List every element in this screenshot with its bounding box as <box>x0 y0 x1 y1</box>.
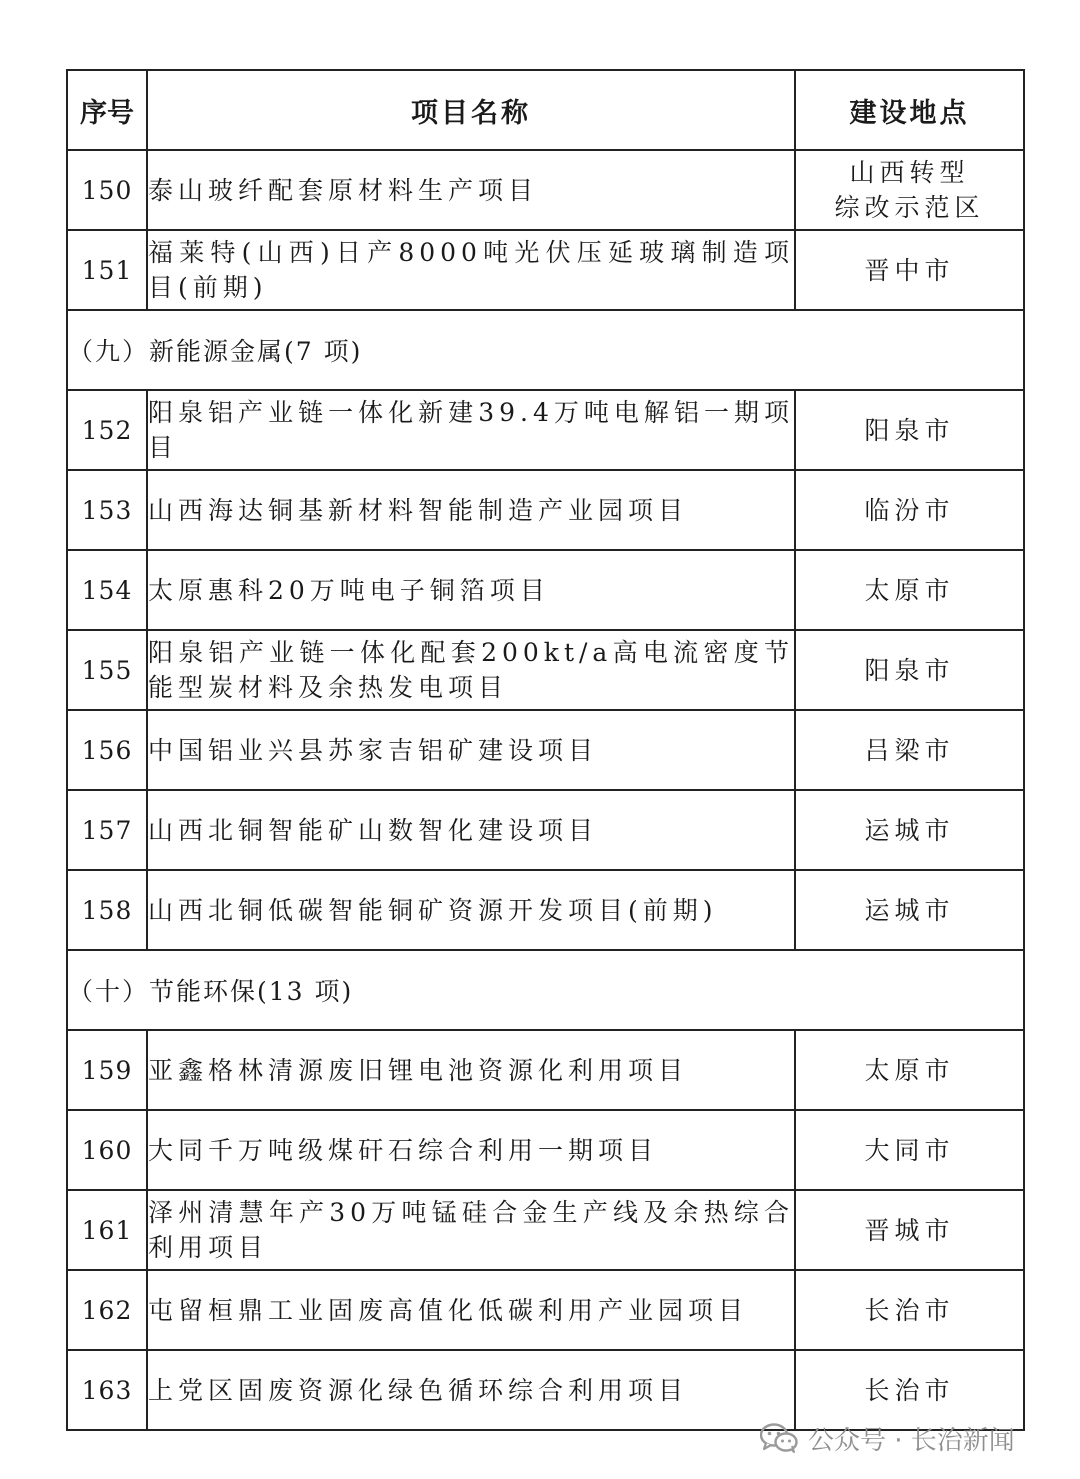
row-number: 159 <box>67 1030 147 1110</box>
row-number: 151 <box>67 230 147 310</box>
row-number: 157 <box>67 790 147 870</box>
table-row <box>67 790 1024 870</box>
project-name: 中国铝业兴县苏家吉铝矿建设项目 <box>147 710 795 790</box>
row-number: 160 <box>67 1110 147 1190</box>
project-name: 山西北铜低碳智能铜矿资源开发项目(前期) <box>147 870 795 950</box>
project-table <box>66 69 1025 1431</box>
project-name: 泰山玻纤配套原材料生产项目 <box>147 150 795 230</box>
table-row <box>67 150 1024 230</box>
project-location: 晋中市 <box>795 230 1024 310</box>
project-location: 临汾市 <box>795 470 1024 550</box>
table-row <box>67 870 1024 950</box>
project-location: 阳泉市 <box>795 630 1024 710</box>
table-row <box>67 550 1024 630</box>
project-name: 亚鑫格林清源废旧锂电池资源化利用项目 <box>147 1030 795 1110</box>
project-name: 福莱特(山西)日产8000吨光伏压延玻璃制造项目(前期) <box>147 230 795 310</box>
section-row <box>67 950 1024 1030</box>
project-location: 运城市 <box>795 870 1024 950</box>
table-row <box>67 1350 1024 1430</box>
table-body <box>67 150 1024 1430</box>
row-number: 156 <box>67 710 147 790</box>
row-number: 150 <box>67 150 147 230</box>
section-title: （十）节能环保(13 项) <box>67 950 1024 1030</box>
project-name: 山西北铜智能矿山数智化建设项目 <box>147 790 795 870</box>
project-location: 吕梁市 <box>795 710 1024 790</box>
project-name: 泽州清慧年产30万吨锰硅合金生产线及余热综合利用项目 <box>147 1190 795 1270</box>
project-location: 太原市 <box>795 1030 1024 1110</box>
project-name: 太原惠科20万吨电子铜箔项目 <box>147 550 795 630</box>
row-number: 162 <box>67 1270 147 1350</box>
project-name: 大同千万吨级煤矸石综合利用一期项目 <box>147 1110 795 1190</box>
row-number: 153 <box>67 470 147 550</box>
table-row <box>67 710 1024 790</box>
table-row <box>67 1270 1024 1350</box>
project-name: 阳泉铝产业链一体化新建39.4万吨电解铝一期项目 <box>147 390 795 470</box>
project-location: 长治市 <box>795 1350 1024 1430</box>
row-number: 154 <box>67 550 147 630</box>
project-location: 大同市 <box>795 1110 1024 1190</box>
project-location: 太原市 <box>795 550 1024 630</box>
project-name: 阳泉铝产业链一体化配套200kt/a高电流密度节能型炭材料及余热发电项目 <box>147 630 795 710</box>
project-location: 运城市 <box>795 790 1024 870</box>
header-name: 项目名称 <box>147 70 795 150</box>
section-title: （九）新能源金属(7 项) <box>67 310 1024 390</box>
row-number: 155 <box>67 630 147 710</box>
project-location: 长治市 <box>795 1270 1024 1350</box>
table-row <box>67 230 1024 310</box>
header-location: 建设地点 <box>795 70 1024 150</box>
row-number: 161 <box>67 1190 147 1270</box>
table-row <box>67 470 1024 550</box>
project-name: 上党区固废资源化绿色循环综合利用项目 <box>147 1350 795 1430</box>
watermark-text: 公众号 · 长治新闻 <box>808 1425 1015 1456</box>
table-header-row <box>67 70 1024 150</box>
row-number: 163 <box>67 1350 147 1430</box>
header-no: 序号 <box>67 70 147 150</box>
project-location: 山西转型 综改示范区 <box>795 150 1024 230</box>
section-row <box>67 310 1024 390</box>
project-name: 屯留桓鼎工业固废高值化低碳利用产业园项目 <box>147 1270 795 1350</box>
project-location: 晋城市 <box>795 1190 1024 1270</box>
table-row <box>67 1110 1024 1190</box>
row-number: 152 <box>67 390 147 470</box>
table-row <box>67 630 1024 710</box>
project-location: 阳泉市 <box>795 390 1024 470</box>
table-row <box>67 1030 1024 1110</box>
wechat-icon <box>760 1423 798 1453</box>
project-name: 山西海达铜基新材料智能制造产业园项目 <box>147 470 795 550</box>
row-number: 158 <box>67 870 147 950</box>
watermark <box>760 1420 1015 1456</box>
table-row <box>67 390 1024 470</box>
table-row <box>67 1190 1024 1270</box>
